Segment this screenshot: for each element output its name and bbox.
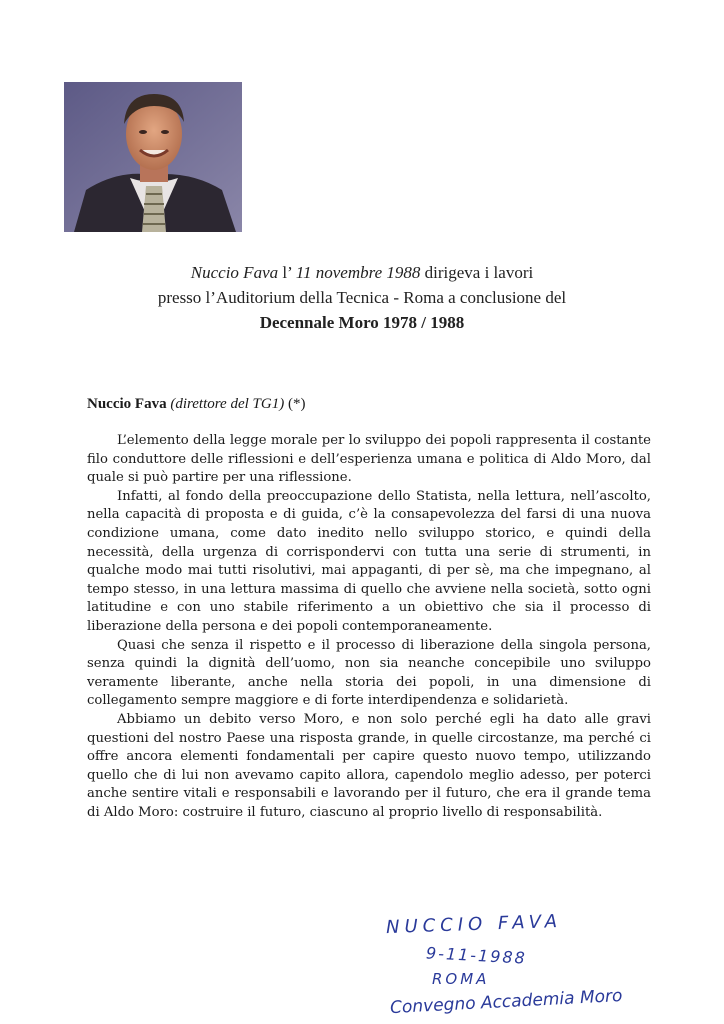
caption-article: l’: [282, 263, 292, 282]
caption-line-2: presso l’Auditorium della Tecnica - Roma a conclusione del: [157, 288, 567, 307]
caption-line1-rest: dirigeva i lavori: [420, 263, 534, 282]
author-line: [87, 396, 305, 413]
caption-line-3: Decennale Moro 1978 / 1988: [259, 313, 465, 332]
signature-name: NUCCIO FAVA: [385, 910, 563, 939]
paragraph: Infatti, al fondo della preoccupazione dello Statista, nella lettura, nell’ascolto, nella capacità di proposta e di guida, c’è la consapevolezza del farsi di una nuova condizione umana, come dato inedito nello sviluppo storico, e quindi della necessità, della urgenza di corrispondervi con tutta una serie di strumenti, in qualche modo mai tutti risolutivi, mai appaganti, di per sè, ma che impegnano, al tempo stesso, in una lettura massima di quello che avviene nella società, sotto ogni latitudine e con uno stabile riferimento a un obiettivo che sia il processo di liberazione della persona e dei popoli contemporaneamente.: [87, 488, 651, 634]
author-role: (direttore del TG1): [170, 396, 285, 412]
caption-date: 11 novembre 1988: [295, 263, 421, 282]
article-body: [87, 432, 651, 822]
caption-line-1: [0, 260, 724, 285]
author-note: (*): [287, 396, 306, 412]
photo-caption: [0, 260, 724, 335]
signature-date: 9-11-1988: [425, 943, 528, 968]
paragraph: Quasi che senza il rispetto e il processo di liberazione della singola persona, senza quindi la dignità dell’uomo, non sia neanche concepibile uno sviluppo veramente liberante, anche nella storia dei popoli, in una dimensione di collegamento sempre maggiore e di forte interdipendenza e solidarietà.: [87, 637, 651, 709]
signature-city: ROMA: [432, 970, 490, 988]
caption-name: Nuccio Fava: [190, 263, 279, 282]
author-name: Nuccio Fava: [87, 396, 167, 412]
handwritten-signature: [380, 910, 680, 1020]
portrait-photo: [64, 82, 242, 232]
signature-event: Convegno Accademia Moro: [389, 985, 623, 1019]
paragraph: L’elemento della legge morale per lo sviluppo dei popoli rappresenta il costante filo conduttore delle riflessioni e dell’esperienza umana e politica di Aldo Moro, dal quale si può partire per una riflessione.: [87, 433, 651, 486]
paragraph: Abbiamo un debito verso Moro, e non solo perché egli ha dato alle gravi questioni del nostro Paese una risposta grande, in quelle circostanze, ma perché ci offre ancora elementi fondamentali per capire questo nuovo tempo, utilizzando quello che di lui non avevamo capito allora, capendolo meglio adesso, per poterci anche sentire vitali e responsabili e lavorando per il futuro, che era il grande tema di Aldo Moro: costruire il futuro, ciascuno al proprio livello di responsabilità.: [87, 711, 651, 820]
